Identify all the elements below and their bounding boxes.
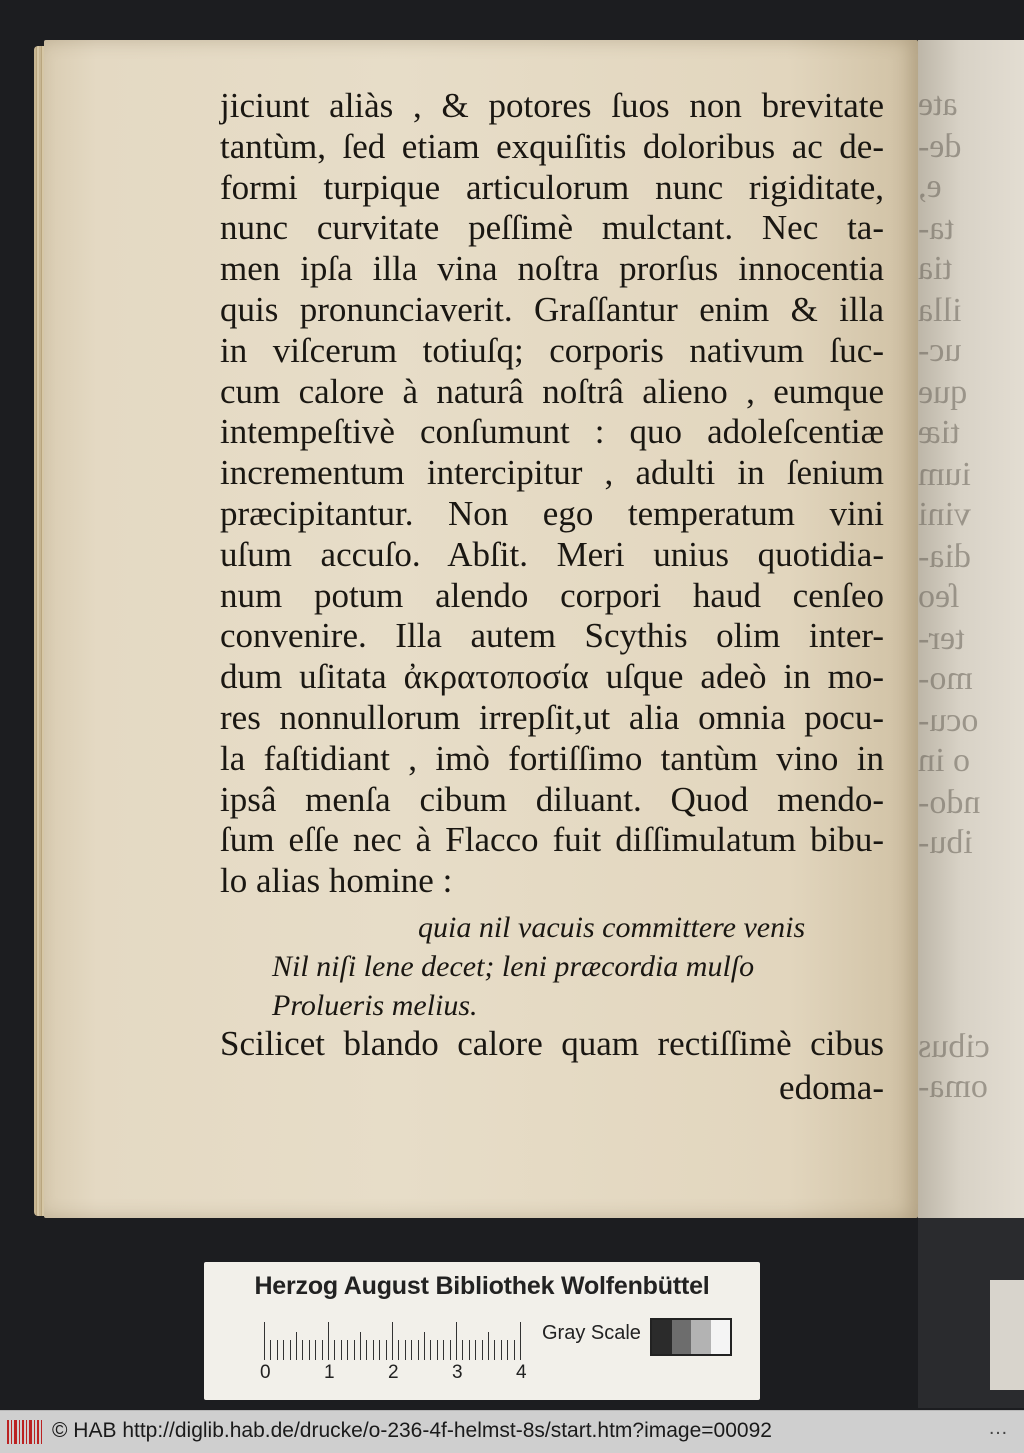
ghost-text: oma-: [918, 1068, 988, 1105]
ghost-text: ate: [918, 86, 958, 123]
text-line: formi turpique articulorum nunc rigiditate,: [220, 167, 884, 207]
catchword: edoma-: [779, 1068, 884, 1107]
text-line: intempeſtivè conſumunt : quo adoleſcentiæ: [220, 412, 884, 452]
ruler-number: 0: [260, 1362, 271, 1383]
ghost-text: ium: [918, 456, 971, 493]
ruler-tick: [309, 1340, 310, 1360]
text-line: præcipitantur. Non ego temperatum vini: [220, 493, 884, 533]
verse-line: quia nil vacuis committere venis: [418, 911, 806, 944]
verse-quotation: [272, 908, 805, 1025]
ruler-tick: [475, 1340, 476, 1360]
verse-line: Prolueris melius.: [272, 989, 478, 1022]
ghost-text: ocu-: [918, 702, 979, 739]
text-line: dum uſitata ἀκρατοποσία uſque adeò in mo-: [220, 657, 884, 697]
ghost-text: uc-: [918, 332, 962, 369]
text-line: nunc curvitate peſſimè mulctant. Nec ta-: [220, 208, 884, 248]
main-text-block: [220, 86, 884, 902]
ruler-tick: [296, 1332, 297, 1360]
grayscale-cell: [691, 1320, 711, 1354]
text-line: res nonnullorum irrepſit,ut alia omnia pocu-: [220, 697, 884, 737]
ruler-tick: [290, 1340, 291, 1360]
text-line: num potum alendo corpori haud cenſeo: [220, 575, 884, 615]
ruler-tick: [386, 1340, 387, 1360]
ruler-tick: [264, 1322, 265, 1360]
text-line: convenire. Illa autem Scythis olim inter-: [220, 616, 884, 656]
grayscale-swatch: [650, 1318, 732, 1356]
ghost-text: e,: [918, 168, 942, 205]
ruler-tick: [270, 1340, 271, 1360]
ruler-tick: [392, 1322, 393, 1360]
text-line: cum calore à naturâ noſtrâ alieno , eumque: [220, 371, 884, 411]
ruler-tick: [437, 1340, 438, 1360]
text-line: lo alias homine :: [220, 861, 453, 901]
ruler-tick: [450, 1340, 451, 1360]
next-page-edge: [918, 40, 1024, 1240]
text-line: in viſcerum totiuſq; corporis nativum ſuc-: [220, 330, 884, 370]
ruler-tick: [315, 1340, 316, 1360]
ruler-tick: [360, 1332, 361, 1360]
ruler-tick: [469, 1340, 470, 1360]
ruler-tick: [366, 1340, 367, 1360]
ghost-text: ter-: [918, 620, 965, 657]
ruler-tick: [507, 1340, 508, 1360]
ruler-tick: [501, 1340, 502, 1360]
ghost-text: illa: [918, 292, 962, 329]
ruler-tick: [430, 1340, 431, 1360]
ghost-text: ndo-: [918, 784, 981, 821]
text-line: tantùm, ſed etiam exquiſitis doloribus ac de-: [220, 126, 884, 166]
ruler-tick: [520, 1322, 521, 1360]
ruler-tick: [494, 1340, 495, 1360]
text-line: jiciunt aliàs , & potores ſuos non brevitate: [220, 86, 884, 125]
ruler-tick: [411, 1340, 412, 1360]
ruler-tick: [354, 1340, 355, 1360]
ghost-text: o in: [918, 742, 970, 779]
ruler-tick: [424, 1332, 425, 1360]
text-line: uſum accuſo. Abſit. Meri unius quotidia-: [220, 534, 884, 574]
ghost-text: ſeo: [918, 578, 960, 615]
ruler-tick: [373, 1340, 374, 1360]
ghost-text: ta-: [918, 210, 954, 247]
ghost-text: de-: [918, 128, 962, 165]
ruler-tick: [456, 1322, 457, 1360]
scale-ruler: [264, 1320, 534, 1360]
text-line: incrementum intercipitur , adulti in ſenium: [220, 453, 884, 493]
closing-line: Scilicet blando calore quam rectiſſimè cibus: [220, 1024, 884, 1063]
more-icon[interactable]: …: [988, 1417, 1008, 1439]
ruler-tick: [418, 1340, 419, 1360]
grayscale-cell: [652, 1320, 672, 1354]
ruler-tick: [341, 1340, 342, 1360]
library-card: [204, 1262, 760, 1400]
ruler-tick: [379, 1340, 380, 1360]
ghost-text: tiæ: [918, 414, 960, 451]
ruler-tick: [277, 1340, 278, 1360]
verse-line: Nil niſi lene decet; leni præcordia mulſo: [272, 950, 755, 983]
ruler-tick: [283, 1340, 284, 1360]
ruler-number: 1: [324, 1362, 335, 1383]
side-card: [990, 1280, 1024, 1390]
ruler-tick: [398, 1340, 399, 1360]
ruler-number: 3: [452, 1362, 463, 1383]
ruler-tick: [347, 1340, 348, 1360]
ruler-tick: [302, 1340, 303, 1360]
grayscale-cell: [711, 1320, 731, 1354]
barcode-icon: [6, 1417, 44, 1447]
ruler-tick: [328, 1322, 329, 1360]
grayscale-cell: [672, 1320, 692, 1354]
ghost-text: mo-: [918, 660, 973, 697]
status-url-text[interactable]: © HAB http://diglib.hab.de/drucke/o-236-4f-helmst-8s/start.htm?image=00092: [52, 1419, 772, 1442]
ghost-text: ibu-: [918, 824, 973, 861]
ruler-tick: [443, 1340, 444, 1360]
ruler-tick: [462, 1340, 463, 1360]
ghost-text: vini: [918, 496, 971, 533]
ruler-number: 4: [516, 1362, 527, 1383]
ghost-text: tia: [918, 250, 952, 287]
ruler-tick: [488, 1332, 489, 1360]
ghost-text: dia-: [918, 538, 971, 575]
text-line: ſum eſſe nec à Flacco fuit diſſimulatum bibu-: [220, 820, 884, 860]
grayscale-label: Gray Scale: [542, 1322, 641, 1344]
library-name: Herzog August Bibliothek Wolfenbüttel: [254, 1272, 710, 1300]
text-line: la faſtidiant , imò fortiſſimo tantùm vino in: [220, 738, 884, 778]
ruler-tick: [322, 1340, 323, 1360]
text-line: quis pronunciaverit. Graſſantur enim & illa: [220, 289, 884, 329]
ruler-tick: [334, 1340, 335, 1360]
text-line: men ipſa illa vina noſtra prorſus innocentia: [220, 249, 884, 289]
text-line: ipsâ menſa cibum diluant. Quod mendo-: [220, 779, 884, 819]
ruler-number: 2: [388, 1362, 399, 1383]
ghost-text: cibus: [918, 1028, 990, 1065]
ruler-tick: [405, 1340, 406, 1360]
ghost-text: que: [918, 374, 968, 411]
ruler-tick: [482, 1340, 483, 1360]
ruler-tick: [514, 1340, 515, 1360]
status-bar: [0, 1410, 1024, 1453]
